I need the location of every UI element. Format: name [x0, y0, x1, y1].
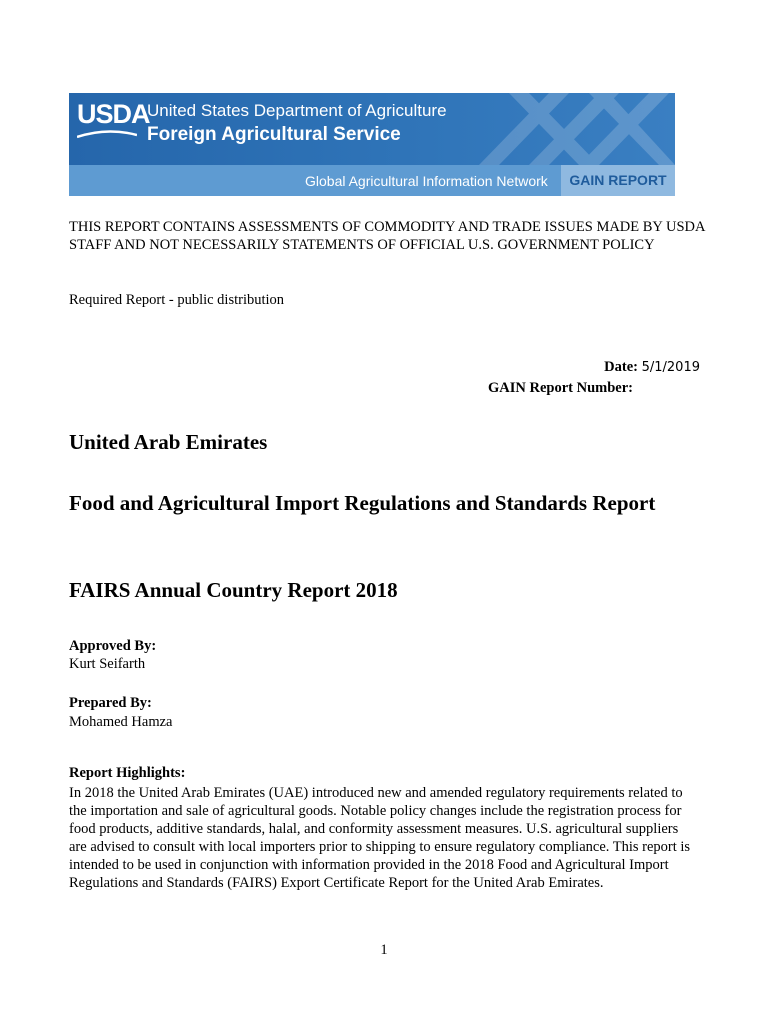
prepared-by-name: Mohamed Hamza: [69, 714, 173, 730]
date-value: 5/1/2019: [641, 360, 700, 375]
network-name: Global Agricultural Information Network: [305, 173, 548, 189]
report-subtitle: FAIRS Annual Country Report 2018: [69, 578, 398, 602]
approved-by-label: Approved By:: [69, 638, 157, 654]
report-highlights-label: Report Highlights:: [69, 765, 186, 781]
report-highlights-text: In 2018 the United Arab Emirates (UAE) introduced new and amended regulatory requirements related to the importation and sale of agricultural goods. Notable policy changes include the registration process for food products, additive standards, halal, and conformity assessment measures. U.S. agricultural suppliers are advised to consult with local importers prior to shipping to ensure regulatory compliance. This report is intended to be used in conjunction with information provided in the 2018 Food and Agricultural Import Regulations and Standards (FAIRS) Export Certificate Report for the United Arab Emirates.: [69, 785, 691, 891]
agency-service-name: Foreign Agricultural Service: [147, 124, 401, 145]
disclaimer-text: THIS REPORT CONTAINS ASSESSMENTS OF COMMODITY AND TRADE ISSUES MADE BY USDA STAFF AND NOT NECESSARILY STATEMENTS OF OFFICIAL U.S. GOVERNMENT POLICY: [69, 219, 705, 253]
country-heading: United Arab Emirates: [69, 430, 268, 454]
agency-department-name: United States Department of Agriculture: [147, 101, 447, 120]
page-number: 1: [380, 942, 388, 958]
date-label: Date:: [604, 359, 638, 375]
report-title: Food and Agricultural Import Regulations and Standards Report: [69, 491, 656, 515]
gain-report-badge: GAIN REPORT: [561, 165, 675, 196]
gain-report-number-label: GAIN Report Number:: [488, 380, 633, 396]
approved-by-name: Kurt Seifarth: [69, 656, 146, 672]
usda-logo: USDA: [77, 99, 150, 129]
banner-decor-graphic: [469, 93, 675, 165]
gain-report-banner: [69, 93, 675, 196]
distribution-note: Required Report - public distribution: [69, 292, 285, 308]
prepared-by-label: Prepared By:: [69, 695, 152, 711]
usda-logo-swoosh-icon: [77, 129, 137, 139]
date-line: [604, 359, 700, 376]
